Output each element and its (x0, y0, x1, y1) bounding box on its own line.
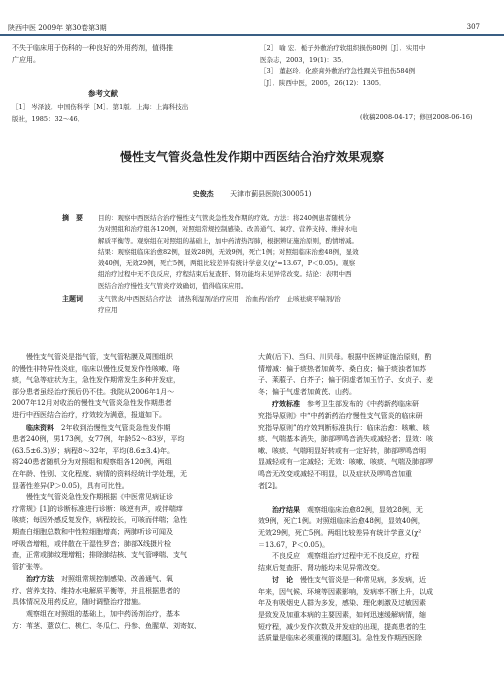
line-text: 观察组临床治愈82例，显效28例，无 (300, 505, 423, 514)
text-line (12, 621, 244, 633)
text-line (258, 610, 492, 622)
text-line (258, 446, 492, 458)
line-text: 呼吸音增粗，或伴散在干湿性罗音；肺部X线摄片检 (12, 539, 171, 548)
line-text: 具体情况及用药反应，随时调整治疗措施。 (12, 598, 145, 607)
section-heading: 治疗结果 (258, 504, 300, 514)
text-line (12, 398, 244, 410)
line-text: 患者240例，男173例，女77例，年龄52～83岁，平均 (12, 435, 185, 444)
text-line: 解质平衡等。观察组在对照组的基础上，加中药清热泻肺，根据辨证施治原则，酌情增减。 (98, 236, 358, 245)
line-text: 显著性差异(P＞0.05)，具有可比性。 (12, 481, 129, 490)
line-text: 慢性支气管炎是一种常见病，多发病，近 (293, 576, 426, 585)
line-text: 慢性支气管炎是指气管，支气管粘膜及周围组织 (12, 353, 173, 361)
text-line (258, 481, 492, 493)
line-text: 究指导原则》中“中药新药治疗慢性支气管炎的临床研 (258, 411, 423, 420)
references-title: 参考文献 (88, 89, 118, 98)
line-text: 年及有吸烟史人群为多发，感染、理化刺激及过敏因素 (258, 599, 426, 608)
line-text: 年来，因气候、环境等因素影响，发病率不断上升，以成 (258, 587, 433, 596)
text-line: ［3］ 董赵玲．化瘀膏外敷治疗急性踝关节扭伤584例 (260, 67, 416, 75)
line-text: 者[2]。 (258, 481, 282, 490)
text-line: 广应用。 (12, 55, 40, 64)
line-text: 查，正常或肺纹理增粗；排除肺结核、支气管哮喘、支气 (12, 551, 187, 560)
page-number: 307 (466, 23, 480, 31)
received-date: (收稿2008-04-17；修回2008-06-16) (360, 113, 473, 121)
text-line (12, 434, 244, 446)
text-line (12, 352, 244, 364)
line-text: 是致发及加重本病的主要因素，如何迅速缓解病情，缩 (258, 611, 426, 620)
line-text: 观察组在对照组的基础上，加中药汤剂治疗，基本 (12, 610, 180, 619)
line-text: 进行中西医结合治疗，疗效较为满意，报道如下。 (12, 410, 166, 419)
text-line (12, 469, 244, 481)
text-line (12, 492, 244, 504)
line-text: 慢性支气管炎急性发作期根据《中医常见病证诊 (12, 493, 173, 502)
line-text: 冬；偏于气虚者加黄芪、山药。 (258, 387, 356, 396)
text-line (258, 423, 492, 435)
section-heading-line (258, 398, 492, 411)
line-text: 情增减：偏于痰热者加黄芩、桑白皮；偏于痰浊者加苏 (258, 364, 426, 373)
text-line (258, 457, 492, 469)
line-text: 的慢性非特异性炎症，临床以慢性反复发作性咳嗽、咯 (12, 364, 180, 373)
line-text: 子、莱菔子、白芥子；偏于阴虚者加玉竹子、女贞子、麦 (258, 376, 433, 385)
text-line: 支气管炎/中西医结合疗法 清热利湿剂/治疗应用 治血药/治疗 止咳祛痰平喘剂/治 (98, 295, 341, 303)
author-line (0, 189, 504, 199)
line-text: 对照组常规控制感染、改善通气、氧 (54, 575, 173, 584)
section-heading: 讨 论 (258, 575, 293, 585)
line-text: 嗽、咳痰、气喘明显好转或有一定好转，肺部啰鸣音明 (258, 446, 426, 455)
text-line (258, 387, 492, 399)
text-line (258, 364, 492, 376)
line-text: 大黄(后下)、当归、川贝母。根据中医辨证施治原则，酌 (258, 353, 432, 361)
line-text: 参考卫生部发布的《中药新药临床研 (300, 400, 419, 409)
line-text: 在年龄、性别、文化程度、病情的资料经统计学处理，无 (12, 469, 187, 478)
text-line (258, 540, 492, 552)
text-line (12, 364, 244, 376)
text-line (258, 551, 492, 563)
line-text: 方：苇茎、薏苡仁、桃仁、冬瓜仁、丹参、鱼腥草、刘寄奴、 (12, 621, 201, 630)
section-heading-line (12, 573, 244, 586)
section-heading-line (258, 574, 492, 587)
text-line (12, 597, 244, 609)
line-text: 痰、气喘基本消失，肺部啰鸣音消失或减轻者；显效：咳 (258, 435, 433, 444)
author-affiliation: 天津市蓟县医院(300051) (230, 190, 312, 198)
prev-article-conclusion (12, 43, 242, 66)
line-text: 疗、营养支持、维持水电解质平衡等，并且根据患者的 (12, 586, 180, 595)
text-line (12, 410, 244, 422)
keywords-label: 主题词 (62, 294, 83, 303)
line-text: 效9例，死亡1例。对照组临床治愈48例，显效40例， (258, 517, 425, 526)
line-text: 2007年12月对收治的慢性支气管炎急性发作期患者 (12, 399, 172, 408)
text-line (258, 492, 492, 504)
line-text: 2年收到治慢性支气管炎急性发作期 (54, 423, 171, 432)
references-continued (260, 43, 500, 89)
body-right-column (258, 352, 492, 645)
text-line (12, 446, 244, 458)
text-line: 效40例，无效29例，死亡5例，两组比较差异有统计学意义(χ²=13.67，P＜0.05)。观察 (98, 259, 356, 268)
text-line: ［J］．陕西中医，2005，26(12)：1305． (260, 78, 386, 87)
text-line: ［2］ 喻 宏．栀子外敷治疗软组织损伤80例［J］．实用中 (260, 44, 426, 52)
text-line (12, 387, 244, 399)
text-line (258, 633, 492, 645)
line-text: 结束后复查肝、肾功能均未见异常改变。 (258, 563, 384, 572)
text-line: 疗应用 (98, 306, 118, 315)
text-line (12, 539, 244, 551)
text-line: 医结合治疗慢性支气管炎疗效确切，值得临床应用。 (98, 281, 248, 290)
text-line (258, 528, 492, 540)
line-text: 究指导原则”的疗效判断标准执行：临床治愈：咳嗽、咳 (258, 423, 430, 432)
text-line (12, 515, 244, 527)
text-line (12, 609, 244, 621)
text-line (258, 622, 492, 634)
text-line (258, 516, 492, 528)
text-line: ［1］ 岑泽波．中国伤科学［M］．第1版．上海：上海科技出 (12, 103, 189, 111)
text-line (258, 434, 492, 446)
text-line: 目的：观察中西医结合治疗慢性支气管炎急性发作期的疗效。方法：将240例患者随机分 (98, 214, 351, 222)
text-line: 不失于临床用于伤科的一种良好的外用药剂，值得推 (12, 44, 173, 52)
text-line: 版社，1985：32～46． (12, 114, 85, 123)
line-text: 无效29例，死亡5例。两组比较差异有统计学意义(χ² (258, 528, 422, 537)
text-line: 为对照组和治疗组各120例，对照组常规控制感染、改善通气、氧疗、营养支持、维持水电 (98, 225, 358, 234)
text-line: 医杂志，2003，19(1)：35． (260, 55, 348, 64)
line-text: 疗常规》[1]的诊断标准进行诊断：咳逆有声，或伴喘痒 (12, 504, 183, 513)
section-heading: 临床资料 (12, 422, 54, 432)
text-line: 组治疗过程中无不良反应，疗程结束后复查肝、肾功能均未见异常改变。结论：表明中西 (98, 270, 352, 279)
line-text: 活质量是临床必须重视的课题[3]。急性发作期西医除 (258, 634, 422, 643)
text-line (258, 563, 492, 575)
text-line (12, 457, 244, 469)
line-text: 痰，气急等症状为主，急性发作期常发生多种并发症， (12, 376, 180, 385)
running-header: 陕西中医 2009年 第30卷第3期 (8, 24, 107, 32)
author-name: 史俊杰 (192, 189, 214, 198)
reference-1 (12, 102, 247, 125)
text-line (258, 469, 492, 481)
text-line (12, 481, 244, 493)
text-line (258, 411, 492, 423)
text-line (12, 504, 244, 516)
line-text: 部分患者虽经治疗预后仍不佳。我院从2006年1月～ (12, 387, 175, 396)
text-line (12, 375, 244, 387)
line-text: 显减轻或有一定减轻；无效：咳嗽、咳痰、气喘及肺部啰 (258, 458, 433, 467)
text-line (258, 587, 492, 599)
text-line (12, 550, 244, 562)
line-text: 短疗程，减少发作次数及并发症的出现，提高患者的生 (258, 622, 426, 631)
text-line (258, 375, 492, 387)
text-line (12, 562, 244, 574)
article-title: 慢性支气管炎急性发作期中西医结合治疗效果观察 (119, 150, 384, 164)
text-line (12, 586, 244, 598)
line-text: 不良反应 观察组治疗过程中无不良反应，疗程 (258, 552, 419, 561)
keywords-body (98, 294, 448, 317)
line-text: 鸣音无改变或减轻不明显，以及症状及啰鸣音加重 (258, 469, 412, 478)
header-rule (0, 34, 504, 36)
text-line (12, 527, 244, 539)
line-text: 咳痰；每因外感反复发作，病程较长，可咳而伴喘；急性 (12, 516, 187, 525)
line-text: ＝13.67，P＜0.05)。 (258, 540, 330, 549)
text-line (258, 598, 492, 610)
abstract-label: 摘 要 (62, 213, 83, 222)
section-heading-line (258, 504, 492, 517)
line-text: 将240患者随机分为对照组和观察组各120例，两组 (12, 458, 172, 467)
section-heading: 治疗方法 (12, 574, 54, 584)
section-heading: 疗效标准 (258, 399, 300, 409)
text-line (258, 352, 492, 364)
section-heading-line (12, 422, 244, 435)
text-line: 结果：观察组临床治愈82例，显效28例，无效9例，死亡1例；对照组临床治愈48例，显效 (98, 247, 359, 256)
line-text: (63.5±6.3)岁；病程8～32年，平均(8.6±3.4)年。 (12, 446, 174, 455)
line-text: 期查白细胞总数和中性粒细胞增高；两肺听诊可闻及 (12, 527, 173, 536)
abstract-body (98, 213, 448, 292)
body-left-column (12, 352, 244, 632)
line-text: 管扩张等。 (12, 562, 47, 571)
